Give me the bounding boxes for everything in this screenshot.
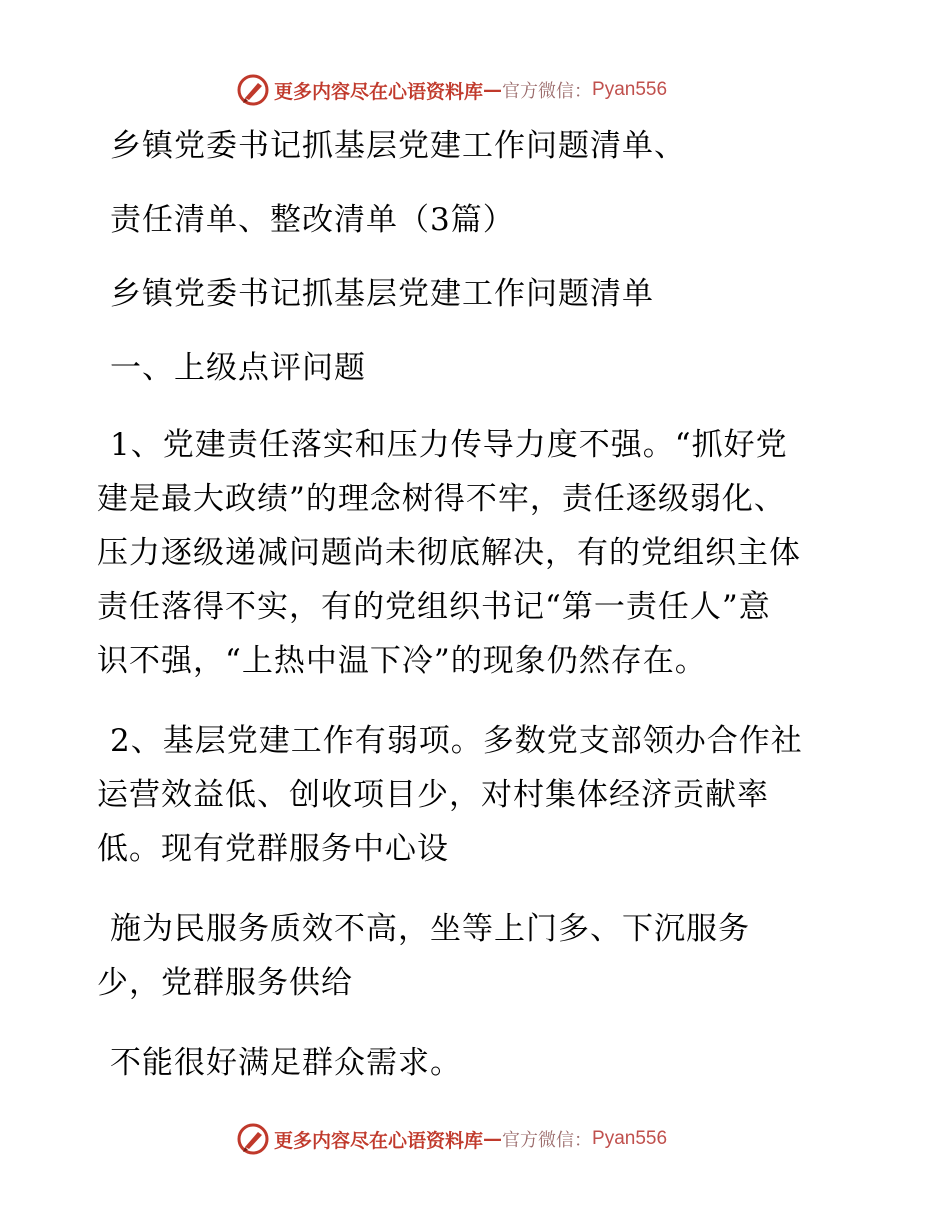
item-2-end-line: 不能很好满足群众需求。	[110, 1045, 462, 1081]
pen-logo-icon	[236, 1122, 270, 1156]
watermark-separator: —	[483, 79, 503, 101]
document-title-line-2: 责任清单、整改清单（3篇）	[110, 202, 515, 238]
item-2-line: 低。现有党群服务中心设	[97, 831, 449, 867]
item-2-line: 运营效益低、创收项目少，对村集体经济贡献率	[97, 777, 769, 813]
item-1-line: 压力逐级递减问题尚未彻底解决，有的党组织主体	[97, 535, 801, 571]
watermark-separator: —	[483, 1128, 503, 1150]
watermark-main-text: 更多内容尽在心语资料库	[274, 1129, 484, 1152]
document-body	[97, 122, 857, 1090]
document-title-line-1: 乡镇党委书记抓基层党建工作问题清单、	[110, 128, 686, 164]
item-1-line: 识不强，“上热中温下冷”的现象仍然存在。	[97, 643, 707, 679]
watermark-wechat-id: Pyan556	[592, 1128, 668, 1149]
watermark-main-text: 更多内容尽在心语资料库	[274, 80, 484, 103]
item-1-line: 1、党建责任落实和压力传导力度不强。“抓好党	[110, 427, 788, 463]
watermark-label: 官方微信：	[502, 81, 593, 102]
watermark-banner-top	[236, 72, 756, 108]
item-1-line: 责任落得不实，有的党组织书记“第一责任人”意	[97, 589, 771, 625]
pen-logo-icon	[236, 73, 270, 107]
section-1-heading: 一、上级点评问题	[110, 350, 366, 386]
item-2-paragraph	[97, 714, 857, 876]
document-subtitle: 乡镇党委书记抓基层党建工作问题清单	[110, 276, 654, 312]
watermark-wechat-id: Pyan556	[592, 79, 668, 100]
item-1-paragraph	[97, 418, 857, 688]
item-2-continuation	[97, 902, 857, 1010]
item-2-ending	[97, 1036, 857, 1090]
item-1-line: 建是最大政绩”的理念树得不牢，责任逐级弱化、	[97, 481, 786, 517]
watermark-banner-bottom	[236, 1121, 756, 1157]
item-2-line: 2、基层党建工作有弱项。多数党支部领办合作社	[110, 723, 803, 759]
watermark-label: 官方微信：	[502, 1130, 593, 1151]
item-2-cont-line: 施为民服务质效不高，坐等上门多、下沉服务	[110, 911, 750, 947]
item-2-cont-line: 少，党群服务供给	[97, 965, 353, 1001]
